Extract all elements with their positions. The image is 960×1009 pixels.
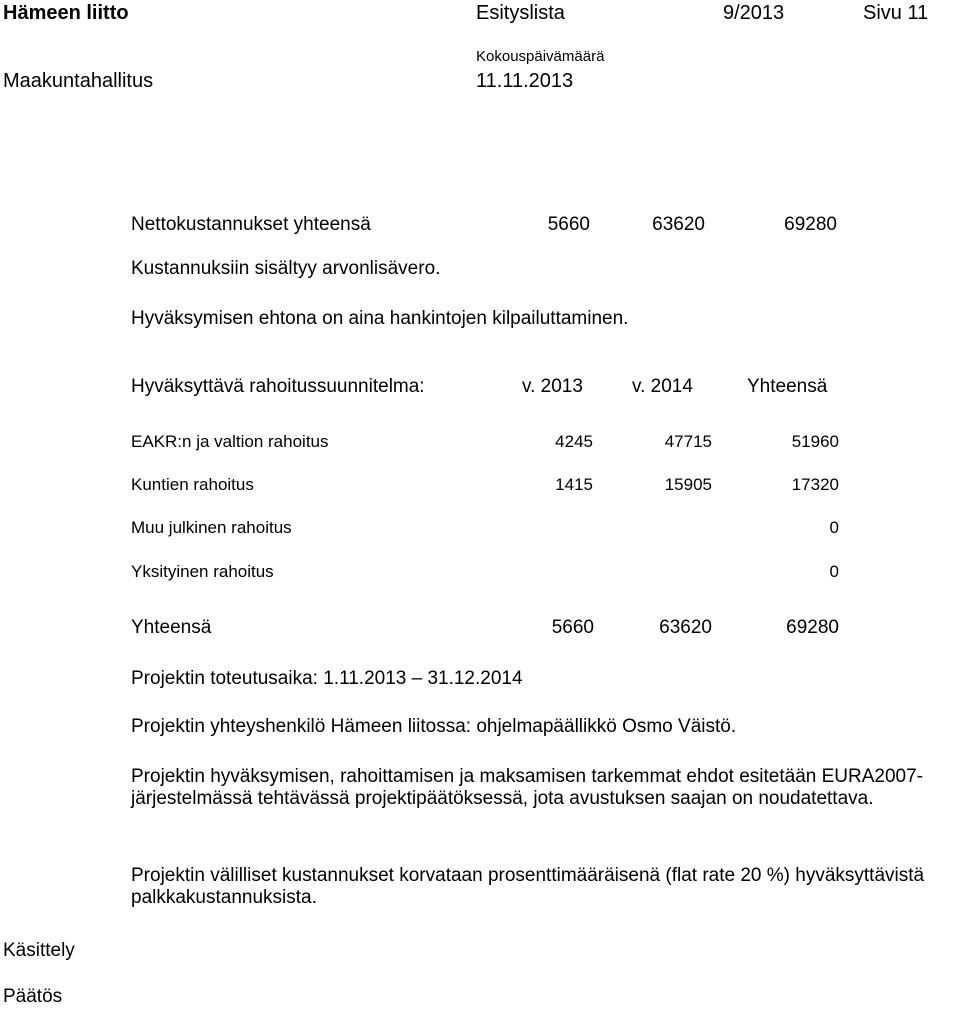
funding-row-label: Kuntien rahoitus bbox=[131, 475, 254, 494]
governing-body: Maakuntahallitus bbox=[3, 70, 154, 92]
funding-row-total: 0 bbox=[829, 562, 839, 581]
document-number: 9/2013 bbox=[723, 2, 785, 24]
funding-row-2013: 1415 bbox=[555, 475, 593, 494]
funding-row-total: 17320 bbox=[791, 475, 839, 494]
meeting-date: 11.11.2013 bbox=[476, 70, 574, 92]
funding-total-2013: 5660 bbox=[551, 617, 594, 638]
project-conditions: Projektin hyväksymisen, rahoittamisen ja maksamisen tarkemmat ehdot esitetään EURA2007-järjestelmässä tehtävässä projektipäätöksessä, jota avustuksen saajan on noudatettava. bbox=[131, 766, 924, 809]
funding-row-2014: 15905 bbox=[664, 475, 712, 494]
indirect-costs-note: Projektin välilliset kustannukset korvataan prosenttimääräisenä (flat rate 20 %) hyväksyttävistä palkkakustannuksista. bbox=[131, 865, 925, 908]
funding-row-total: 51960 bbox=[791, 432, 839, 451]
project-contact: Projektin yhteyshenkilö Hämeen liitossa: ohjelmapäällikkö Osmo Väistö. bbox=[131, 716, 737, 737]
meeting-date-label: Kokouspäivämäärä bbox=[476, 48, 605, 65]
org-name: Hämeen liitto bbox=[3, 2, 129, 24]
tendering-note: Hyväksymisen ehtona on aina hankintojen kilpailuttaminen. bbox=[131, 308, 629, 329]
funding-total-label: Yhteensä bbox=[131, 617, 212, 638]
funding-total-2014: 63620 bbox=[659, 617, 712, 638]
funding-row-2014: 47715 bbox=[664, 432, 712, 451]
funding-col-total: Yhteensä bbox=[747, 376, 828, 397]
net-costs-2014: 63620 bbox=[652, 214, 705, 235]
document-type: Esityslista bbox=[476, 2, 565, 24]
net-costs-total: 69280 bbox=[784, 214, 837, 235]
section-handling: Käsittely bbox=[3, 940, 75, 961]
project-duration: Projektin toteutusaika: 1.11.2013 – 31.12.2014 bbox=[131, 668, 523, 689]
section-decision: Päätös bbox=[3, 986, 63, 1007]
funding-row-label: EAKR:n ja valtion rahoitus bbox=[131, 432, 329, 451]
funding-row-label: Muu julkinen rahoitus bbox=[131, 518, 292, 537]
funding-table-title: Hyväksyttävä rahoitussuunnitelma: bbox=[131, 376, 425, 397]
funding-row-2013: 4245 bbox=[555, 432, 593, 451]
funding-col-2013: v. 2013 bbox=[522, 376, 583, 397]
vat-note: Kustannuksiin sisältyy arvonlisävero. bbox=[131, 258, 441, 279]
funding-total-total: 69280 bbox=[786, 617, 839, 638]
net-costs-2013: 5660 bbox=[547, 214, 590, 235]
funding-row-total: 0 bbox=[829, 518, 839, 537]
page-number: Sivu 11 bbox=[863, 2, 929, 24]
funding-row-label: Yksityinen rahoitus bbox=[131, 562, 274, 581]
funding-col-2014: v. 2014 bbox=[632, 376, 693, 397]
net-costs-label: Nettokustannukset yhteensä bbox=[131, 214, 371, 235]
